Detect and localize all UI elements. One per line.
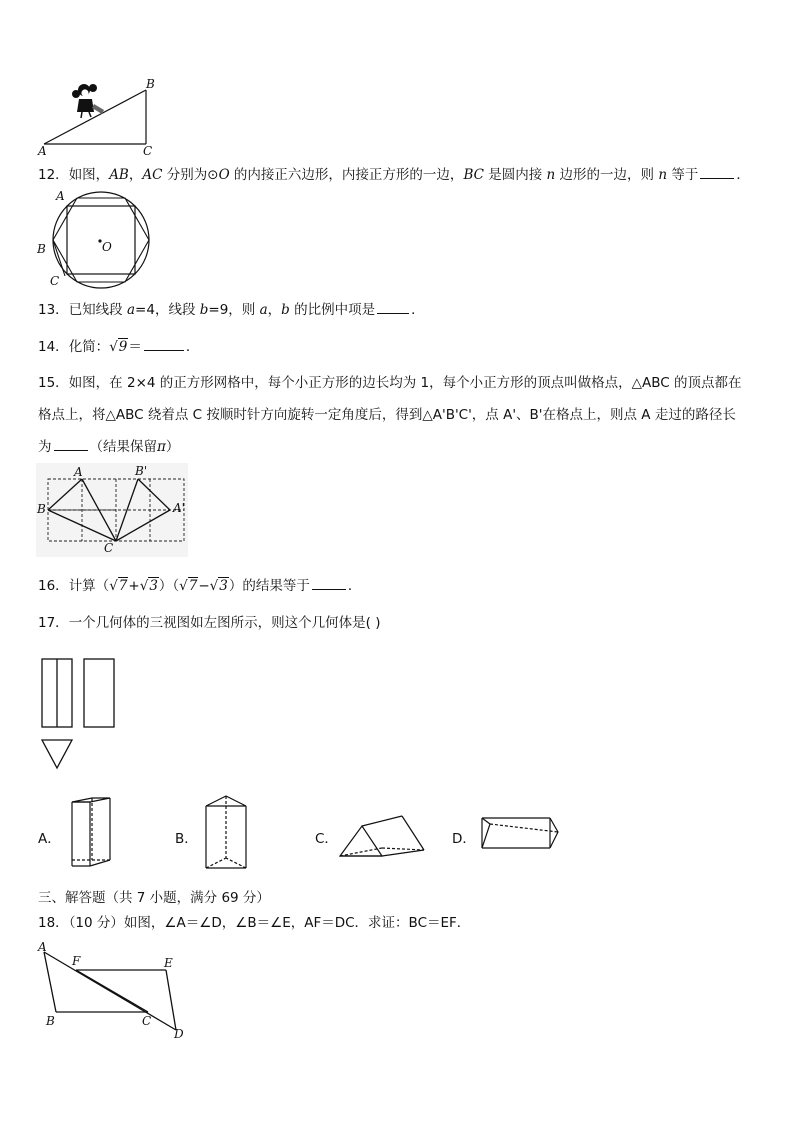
option-b-label[interactable]: B． <box>175 831 198 847</box>
answer-blank-13[interactable] <box>377 301 409 314</box>
label-b: B <box>146 77 155 91</box>
question-15-line2: 格点上，将△ABC 绕着点 C 按顺时针方向旋转一定角度后，得到△A'B'C'，点 A'、B'在格点上，则点 A 走过的路径长 <box>38 407 736 423</box>
label-a: A <box>38 940 47 954</box>
label-a: A <box>56 189 65 203</box>
option-d-label[interactable]: D． <box>452 831 476 847</box>
option-d-figure[interactable] <box>478 814 568 854</box>
question-16: 16．计算（√7+√3）（√7−√3）的结果等于 ． <box>38 578 362 594</box>
question-12: 12．如图，AB，AC 分别为⊙O 的内接正六边形，内接正方形的一边，BC 是圆内接 n 边形的一边，则 n 等于 ． <box>38 167 750 183</box>
answer-blank-12[interactable] <box>700 166 734 179</box>
label-d: D <box>174 1027 184 1041</box>
label-a-prime: A' <box>173 501 185 515</box>
figure-three-views <box>36 655 126 775</box>
label-c: C <box>50 274 60 288</box>
sqrt-9: √9 <box>109 339 128 355</box>
label-b-prime: B' <box>135 464 148 478</box>
label-o: O <box>102 240 112 254</box>
label-c: C <box>104 541 114 555</box>
label-a: A <box>74 465 83 479</box>
answer-blank-14[interactable] <box>144 338 184 351</box>
question-15-line1: 15．如图，在 2×4 的正方形网格中，每个小正方形的边长均为 1，每个小正方形的顶点叫做格点，△ABC 的顶点都在 <box>38 375 742 391</box>
figure-q18 <box>36 940 196 1042</box>
option-c-figure[interactable] <box>338 812 428 862</box>
girl-icon <box>72 84 104 118</box>
section-3-title: 三、解答题（共 7 小题，满分 69 分） <box>38 890 270 906</box>
label-b: B <box>37 502 46 516</box>
answer-blank-15[interactable] <box>54 438 88 451</box>
option-a-figure[interactable] <box>64 794 124 874</box>
question-14: 14．化简：√9＝ ． <box>38 339 200 355</box>
label-b: B <box>46 1014 55 1028</box>
answer-blank-16[interactable] <box>312 577 346 590</box>
figure-circle-polygons <box>36 188 154 292</box>
question-18: 18．（10 分）如图，∠A＝∠D，∠B＝∠E，AF＝DC．求证：BC＝EF． <box>38 915 471 931</box>
option-a-label[interactable]: A． <box>38 831 61 847</box>
figure-grid-rotation <box>36 463 192 559</box>
label-c: C <box>143 144 153 158</box>
question-17: 17．一个几何体的三视图如左图所示，则这个几何体是( ) <box>38 615 381 631</box>
label-c: C <box>142 1014 152 1028</box>
label-e: E <box>164 956 173 970</box>
label-a: A <box>38 144 47 158</box>
figure-slope <box>36 74 166 160</box>
option-b-figure[interactable] <box>200 794 260 874</box>
question-13: 13．已知线段 a=4，线段 b=9，则 a，b 的比例中项是 ． <box>38 302 425 318</box>
label-b: B <box>37 242 46 256</box>
label-f: F <box>72 954 81 968</box>
question-15-line3: 为 （结果保留π） <box>38 439 180 455</box>
option-c-label[interactable]: C． <box>315 831 338 847</box>
